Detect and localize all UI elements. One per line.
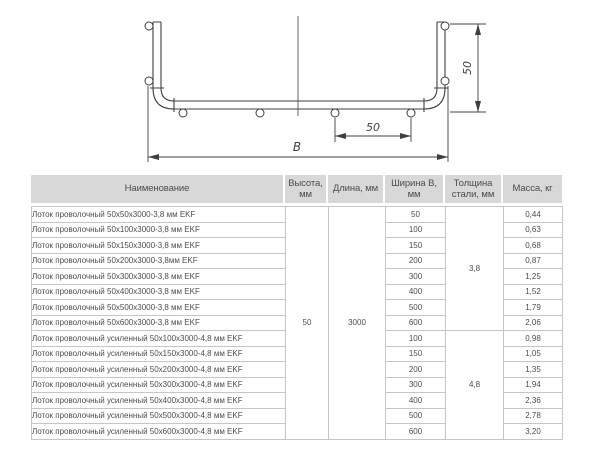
product-name-cell: Лоток проволочный усиленный 50x500x3000-4,8 мм EKF [32,408,286,424]
mass-value-cell: 0,68 [504,238,563,254]
product-name-cell: Лоток проволочный 50x400x3000-3,8 мм EKF [32,284,286,300]
product-name-cell: Лоток проволочный 50x500x3000-3,8 мм EKF [32,300,286,316]
mass-value-cell: 0,44 [504,207,563,223]
width-value-cell: 100 [386,222,446,238]
width-value-cell: 150 [386,238,446,254]
width-value-cell: 200 [386,253,446,269]
tray-outline [150,22,448,112]
width-value-cell: 600 [386,315,446,331]
wire-bottom-3-icon [331,109,339,117]
header-thickness: Толщина стали, мм [445,175,503,203]
spacing-dimension-label: 50 [366,121,380,134]
product-name-cell: Лоток проволочный 50x300x3000-3,8 мм EKF [32,269,286,285]
mass-value-cell: 0,87 [504,253,563,269]
wire-top-left-icon [145,22,153,30]
product-name-cell: Лоток проволочный 50x600x3000-3,8 мм EKF [32,315,286,331]
mass-value-cell: 3,20 [504,424,563,440]
dimension-height [450,24,486,112]
tray-outer-line [153,22,445,109]
width-dimension-label: B [292,140,302,154]
arrow-left-icon [148,154,159,160]
width-value-cell: 100 [386,331,446,347]
mass-value-cell: 1,94 [504,377,563,393]
wire-bend-right-icon [441,77,449,85]
height-value-cell: 50 [286,207,329,440]
mass-value-cell: 1,79 [504,300,563,316]
thickness-value-cell: 4,8 [446,331,504,440]
product-name-cell: Лоток проволочный усиленный 50x200x3000-4,8 мм EKF [32,362,286,378]
arrow-left-icon [335,133,346,139]
mass-value-cell: 1,35 [504,362,563,378]
width-value-cell: 500 [386,300,446,316]
dimension-wire-spacing [335,118,411,142]
width-value-cell: 400 [386,393,446,409]
width-value-cell: 50 [386,207,446,223]
arrow-right-icon [400,133,411,139]
width-value-cell: 400 [386,284,446,300]
width-value-cell: 150 [386,346,446,362]
width-value-cell: 600 [386,424,446,440]
width-value-cell: 500 [386,408,446,424]
wire-bottom-2-icon [256,109,264,117]
width-value-cell: 300 [386,377,446,393]
arrow-up-icon [475,24,481,35]
header-width: Ширина B, мм [385,175,445,203]
product-name-cell: Лоток проволочный 50x100x3000-3,8 мм EKF [32,222,286,238]
product-name-cell: Лоток проволочный усиленный 50x600x3000-4,8 мм EKF [32,424,286,440]
thickness-value-cell: 3,8 [446,207,504,331]
tray-inner-line [161,22,437,101]
product-name-cell: Лоток проволочный усиленный 50x400x3000-4,8 мм EKF [32,393,286,409]
width-value-cell: 200 [386,362,446,378]
header-name: Наименование [31,175,285,203]
header-length: Длина, мм [328,175,385,203]
arrow-right-icon [437,154,448,160]
product-name-cell: Лоток проволочный усиленный 50x150x3000-4,8 мм EKF [32,346,286,362]
wire-bottom-1-icon [179,109,187,117]
wire-top-right-icon [441,22,449,30]
mass-value-cell: 0,98 [504,331,563,347]
wire-bend-left-icon [145,77,153,85]
product-name-cell: Лоток проволочный 50x200x3000-3,8мм EKF [32,253,286,269]
product-name-cell: Лоток проволочный усиленный 50x300x3000-4,8 мм EKF [32,377,286,393]
mass-value-cell: 1,52 [504,284,563,300]
product-name-cell: Лоток проволочный 50x150x3000-3,8 мм EKF [32,238,286,254]
spec-table [31,206,563,440]
height-dimension-label: 50 [461,61,474,75]
arrow-down-icon [475,101,481,112]
table-row [32,207,563,223]
width-value-cell: 300 [386,269,446,285]
product-name-cell: Лоток проволочный 50x50x3000-3,8 мм EKF [32,207,286,223]
wire-bottom-4-icon [407,109,415,117]
header-height: Высота, мм [285,175,328,203]
length-value-cell: 3000 [329,207,386,440]
mass-value-cell: 2,78 [504,408,563,424]
product-name-cell: Лоток проволочный усиленный 50x100x3000-4,8 мм EKF [32,331,286,347]
spec-table-body [32,207,563,440]
wire-cross-sections [145,22,449,117]
mass-value-cell: 1,05 [504,346,563,362]
mass-value-cell: 1,25 [504,269,563,285]
tray-cross-section-drawing [0,0,600,170]
header-mass: Масса, кг [503,175,562,203]
bend-tick-marks [150,88,448,112]
mass-value-cell: 2,36 [504,393,563,409]
spec-table-header [31,175,562,203]
mass-value-cell: 0,63 [504,222,563,238]
mass-value-cell: 2,06 [504,315,563,331]
